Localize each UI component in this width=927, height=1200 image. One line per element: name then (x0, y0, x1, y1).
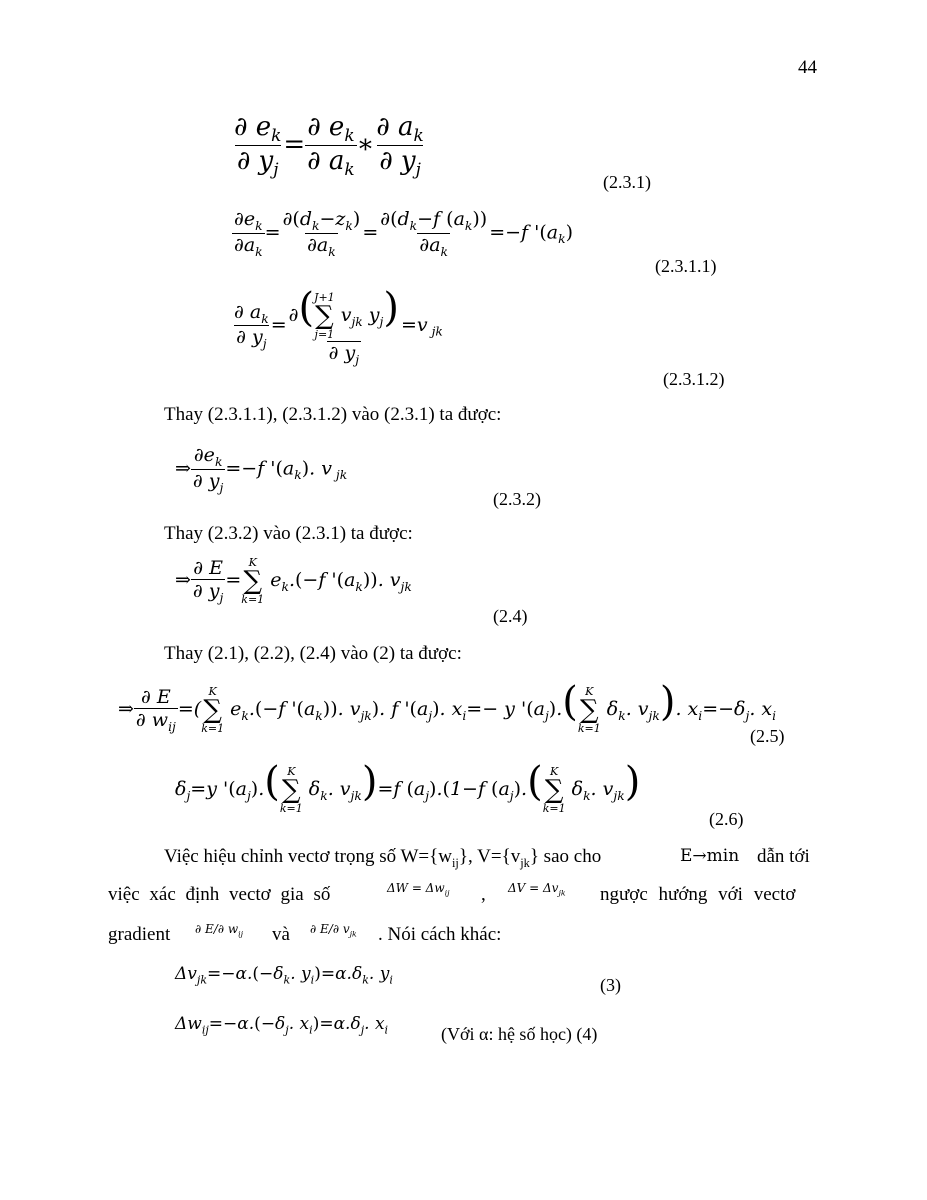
emin-formula: E→min (680, 846, 740, 866)
subscript: jk (520, 855, 530, 870)
gradient-w-formula: ∂ E/∂ $w_{ij}$ (195, 922, 244, 939)
equation-2-3-1-2: $\frac{\partial a_k}{\partial y_j}$ = ∂( J+1 ∑ j=1 $v_{jk}$ $y_j$) ∂ $y_j$ =v $_{jk}$ (234, 285, 443, 367)
comma: , (481, 884, 486, 905)
page-number: 44 (798, 57, 817, 78)
equation-label: (2.3.1) (603, 172, 651, 192)
subscript: ij (452, 855, 459, 870)
text-line: Thay (2.3.2) vào (2.3.1) ta được: (164, 523, 413, 544)
delta-v-formula: $\Delta V = \Delta v_{jk}$ (508, 881, 566, 898)
text-line: Thay (2.1), (2.2), (2.4) vào (2) ta được: (164, 643, 462, 664)
equation-label: (2.3.1.1) (655, 256, 717, 276)
text-line: Thay (2.3.1.1), (2.3.1.2) vào (2.3.1) ta được: (164, 404, 502, 425)
paragraph-text: } sao cho (529, 846, 602, 867)
paragraph-text: dẫn tới (757, 846, 810, 867)
equation-label: (3) (600, 975, 621, 995)
equation-label: (2.5) (750, 726, 785, 746)
equation-label: (2.6) (709, 809, 744, 829)
equation-label: (2.3.1.2) (663, 369, 725, 389)
equation-label: (Với α: hệ số học) (4) (441, 1024, 598, 1044)
paragraph-text: và (272, 924, 290, 945)
paragraph-text: . Nói cách khác: (378, 924, 502, 945)
paragraph-text: ngược hướng với vectơ (600, 884, 796, 905)
paragraph-line (164, 846, 601, 871)
paragraph-text: }, V={v (458, 846, 521, 867)
equation-2-4: ⇒ $\frac{\partial E}{\partial y_j}$ = K ∑ k=1 $e_k.(-f$ '$(a_k)$). $v_{jk}$ (175, 556, 412, 606)
paragraph-text: Việc hiệu chỉnh vectơ trọng số W={w (164, 846, 452, 867)
equation-label: (2.4) (493, 606, 528, 626)
delta-w-formula: $\Delta W = \Delta w_{ij}$ (387, 881, 450, 898)
equation-2-5: ⇒ $\frac{\partial E}{\partial w_{ij}}$ =( K ∑ k=1 $e_k.(-f$ '$(a_k)$). $v_{jk}$). f '$(a_j)$. $x_i=- y$ '$(a_j)$.( K ∑ k=1 $\delta_k$. $v_{jk}$). $x_i=-\delta_j$. $x_i$ (118, 679, 777, 735)
equation-3: $\Delta v_{jk}=-\alpha.(-\delta_k$. $y_i)=\alpha.\delta_k$. $y_i$ (175, 964, 393, 987)
equation-label: (2.3.2) (493, 489, 541, 509)
equation-4: $\Delta w_{ij}=-\alpha.(-\delta_j$. $x_i)=\alpha.\delta_j$. $x_i$ (175, 1014, 389, 1037)
equation-2-3-1-1: $\frac{\partial e_k}{\partial a_k}$ = $\frac{\partial(d_k-z_k)}{\partial a_k}$ = $\frac{\partial(d_k-f (a_k))}{\partial a_k}$ =−f '$(a_k)$ (234, 208, 573, 259)
equation-2-6: $\delta_j=y$ '$(a_j)$.( K ∑ k=1 $\delta_k$. $v_{jk})=f$ $(a_j).(1-f$ $(a_j)$.( K ∑ k=1 $\delta_k$. $v_{jk}$) (175, 759, 641, 815)
paragraph-text: gradient (108, 924, 171, 945)
equation-2-3-2: ⇒ $\frac{\partial e_k}{\partial y_j}$ =−f '$(a_k)$. v $_{jk}$ (175, 444, 348, 495)
paragraph-text: việc xác định vectơ gia số (108, 884, 331, 905)
equation-2-3-1: $\frac{\partial e_k}{\partial y_j}$ = $\frac{\partial e_k}{\partial a_k}$ ∗ $\frac{\partial a_k}{\partial y_j}$ (234, 112, 424, 180)
gradient-v-formula: ∂ E/∂ $v_{jk}$ (310, 922, 357, 939)
